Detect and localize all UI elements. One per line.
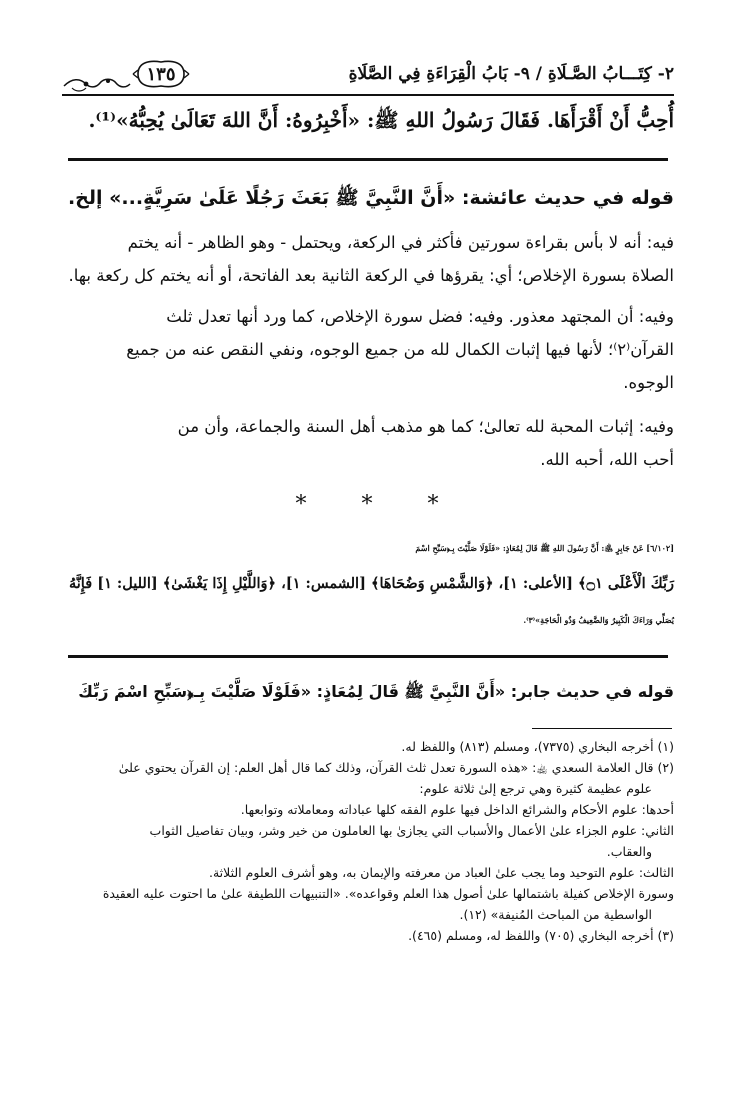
hadith-line: رَبِّكَ الْأَعْلَى ۝١﴾ [الأعلى: ١]، ﴿وَالشَّمْسِ وَضُحَاهَا﴾ [الشمس: ١]، ﴿وَاللَّيْلِ إِذَا يَغْشَىٰ﴾ [الليل: ١] فَإِنَّهُ (69, 575, 674, 592)
footnote-rule (532, 728, 672, 729)
footnote-2-line: أحدها: علوم الأحكام والشرائع الداخل فيها علوم الفقه كلها عباداته ومعاملاته وتوابعها. (240, 802, 674, 817)
paragraph-line: فيه: أنه لا بأس بقراءة سورتين فأكثر في الركعة، ويحتمل - وهو الظاهر - أنه يختم (127, 233, 674, 252)
paragraph-line: وفيه: أن المجتهد معذور. وفيه: فضل سورة الإخلاص، كما ورد أنها تعدل ثلث (166, 307, 674, 326)
footnote-2: (٢) قال العلامة السعدي ﵀: «هذه السورة تعدل ثلث القرآن، وذلك كما قال أهل العلم: إن القرآن يحتوي علىٰ (118, 760, 674, 775)
footnote-2-line: الثالث: علوم التوحيد وما يجب علىٰ العباد من معرفته والإيمان به، وهو أشرف العلوم الثلاثة. (208, 865, 674, 880)
footnotes (62, 736, 674, 946)
footnote-1: (١) أخرجه البخاري (٧٣٧٥)، ومسلم (٨١٣) واللفظ له. (401, 739, 674, 754)
separator-star-icon: * (361, 492, 373, 517)
hadith-continuation: أُحِبُّ أَنْ أَقْرَأَهَا. فَقَالَ رَسُولُ اللهِ ﷺ: «أَخْبِرُوهُ: أَنَّ اللهَ تَعَالَىٰ يُحِبُّهُ»⁽¹⁾. (88, 108, 674, 132)
commentary-heading-2: قوله في حديث جابر: «أَنَّ النَّبِيَّ ﷺ قَالَ لِمُعَاذٍ: «فَلَوْلَا صَلَّيْتَ بِـ﴿سَبِّحِ اسْمَ رَبِّكَ (78, 682, 674, 701)
paragraph-line: أحب الله، أحبه الله. (540, 450, 674, 469)
hadith-divider-rule (68, 158, 668, 161)
separator-star-icon: * (427, 492, 439, 517)
separator-star-icon: * (295, 492, 307, 517)
running-header (62, 58, 674, 98)
footnote-3: (٣) أخرجه البخاري (٧٠٥) واللفظ له، ومسلم (٤٦٥). (408, 928, 674, 943)
hadith-divider-rule-2 (68, 655, 668, 658)
paragraph-line: الوجوه. (623, 373, 674, 392)
paragraph-line: القرآن⁽٢⁾؛ لأنها فيها إثبات الكمال لله من جميع الوجوه، ونفي النقص عنه من جميع (126, 340, 674, 359)
commentary-paragraph-2 (62, 300, 674, 399)
chapter-title: ٢- كِتَـــابُ الصَّـلَاةِ / ٩- بَابُ الْقِرَاءَةِ فِي الصَّلَاةِ (348, 64, 674, 84)
paragraph-line: الصلاة بسورة الإخلاص؛ أي: يقرؤها في الركعة الثانية بعد الفاتحة، أو أنه يختم كل ركعة بها. (68, 266, 674, 285)
section-separator (0, 492, 734, 517)
footnote-2-line: وسورة الإخلاص كفيلة باشتمالها علىٰ أصول هذا العلم وقواعده». «التنبيهات اللطيفة علىٰ ما احتوت عليه العقيدة (102, 886, 674, 901)
paragraph-line: وفيه: إثبات المحبة لله تعالىٰ؛ كما هو مذهب أهل السنة والجماعة، وأن من (177, 417, 674, 436)
footnote-2-line: الثاني: علوم الجزاء علىٰ الأعمال والأسباب التي يجازىٰ بها العاملون من خير وشر، وبيان تفاصيل الثواب (149, 823, 674, 838)
hadith-102 (62, 530, 674, 638)
hadith-line: [٦/١٠٢] عَنْ جَابِرٍ ﵁: أَنَّ رَسُولَ اللهِ ﷺ قَالَ لِمُعَاذٍ: «فَلَوْلَا صَلَّيْتَ بِـ﴿سَبِّحِ اسْمَ (415, 543, 674, 553)
hadith-line: يُصَلِّي وَرَاءَكَ الْكَبِيرُ وَالضَّعِيفُ وَذُو الْحَاجَةِ»⁽٣⁾. (523, 615, 674, 625)
header-rule (62, 94, 674, 96)
commentary-heading: قوله في حديث عائشة: «أَنَّ النَّبِيَّ ﷺ بَعَثَ رَجُلًا عَلَىٰ سَرِيَّةٍ...» إلخ. (67, 187, 674, 209)
footnote-2-line: والعقاب. (606, 844, 652, 859)
flourish-ornament-icon (62, 74, 132, 94)
footnote-2-line: علوم عظيمة كثيرة وهي ترجع إلىٰ ثلاثة علوم: (419, 781, 652, 796)
commentary-paragraph-1 (62, 226, 674, 292)
page-number-badge (132, 58, 190, 90)
footnote-2-line: الواسطية من المباحث المُنيفة» (١٢). (459, 907, 652, 922)
page-number: ١٣٥ (146, 63, 176, 85)
commentary-paragraph-3 (62, 410, 674, 476)
